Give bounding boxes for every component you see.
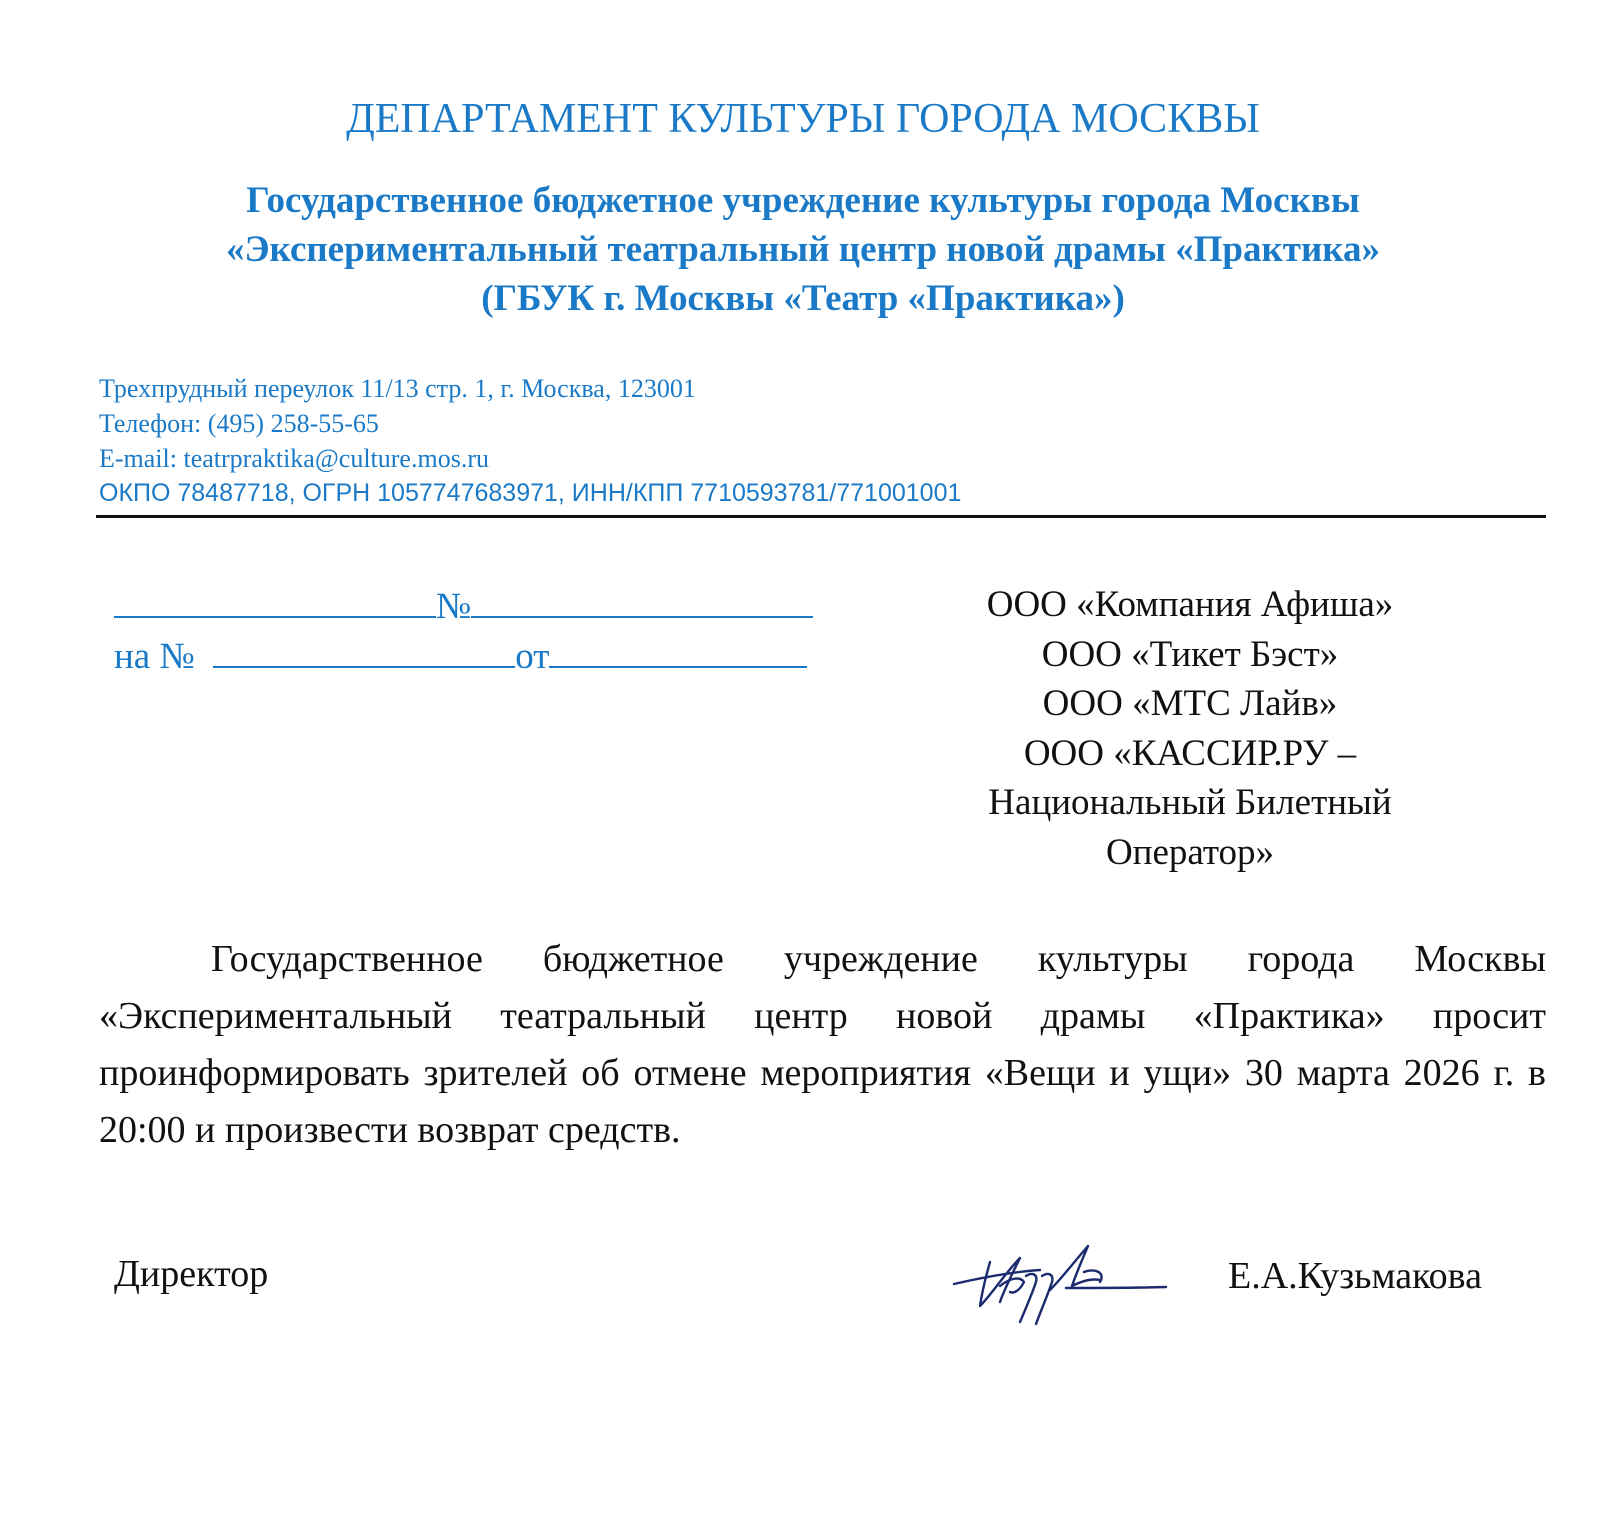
contact-block (99, 371, 961, 511)
recipient-line: ООО «Компания Афиша» (986, 584, 1394, 625)
department-title: ДЕПАРТАМЕНТ КУЛЬТУРЫ ГОРОДА МОСКВЫ (346, 96, 1260, 142)
reference-number-line (114, 630, 807, 679)
recipient-line: ООО «Тикет Бэст» (1041, 633, 1339, 675)
reference-prefix: на № (114, 636, 195, 677)
address-line: Трехпрудный переулок 11/13 стр. 1, г. Москва, 123001 (99, 374, 696, 403)
number-sign: № (436, 586, 472, 627)
organization-name-line-3: (ГБУК г. Москвы «Театр «Практика») (481, 278, 1125, 319)
handwritten-signature (950, 1232, 1170, 1332)
phone-line: Телефон: (495) 258-55-65 (99, 409, 379, 438)
organization-name-line-1: Государственное бюджетное учреждение культуры города Москвы (246, 180, 1360, 221)
reference-number-blank (213, 630, 515, 668)
requisites-line: ОКПО 78487718, ОГРН 1057747683971, ИНН/КПП 7710593781/771001001 (99, 479, 962, 507)
organization-name (0, 176, 1606, 323)
signatory-role: Директор (114, 1253, 269, 1295)
reference-date-blank (549, 630, 807, 668)
recipient-line: Национальный Билетный (988, 782, 1392, 823)
reference-from: от (515, 636, 550, 677)
organization-name-line-2: «Экспериментальный театральный центр новой драмы «Практика» (225, 229, 1381, 270)
recipient-line: ООО «МТС Лайв» (1042, 683, 1338, 724)
outgoing-number-line (114, 580, 813, 629)
email-line: E-mail: teatrpraktika@culture.mos.ru (99, 444, 489, 473)
outgoing-number-blank (471, 580, 813, 618)
recipient-line: ООО «КАССИР.РУ – (1023, 732, 1357, 774)
letter-body: Государственное бюджетное учреждение культуры города Москвы «Экспериментальный театральный центр новой драмы «Практика» просит проинформировать зрителей об отмене мероприятия «Вещи и ущи» 30 марта 2026 г. в 20:00 и произвести возврат средств. (99, 938, 1546, 1151)
recipient-line: Оператор» (1105, 831, 1275, 873)
signatory-name: Е.А.Кузьмакова (1228, 1255, 1482, 1297)
recipients-block (930, 580, 1450, 877)
outgoing-date-blank (114, 580, 436, 618)
letterhead-divider (96, 515, 1546, 518)
